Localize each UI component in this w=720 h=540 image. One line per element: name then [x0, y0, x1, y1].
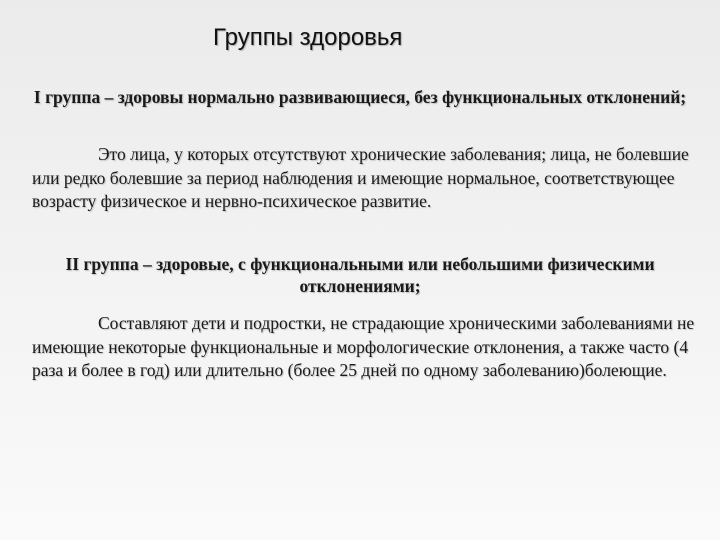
- group-1-heading: I группа – здоровы нормально развивающиеся, без функциональных отклонений;: [33, 87, 687, 107]
- slide-title: Группы здоровья: [213, 24, 403, 51]
- group-2-description: Составляют дети и подростки, не страдающие хроническими заболеваниями не имеющие некоторые функциональные и морфологические отклонения, а также часто (4 раза и более в год) или длительно (более 25 дней по одному заболеванию)болеющие.: [32, 313, 695, 380]
- group-1-description: Это лица, у которых отсутствуют хронические заболевания; лица, не болевшие или редко болевшие за период наблюдения и имеющие нормальное, соответствующее возрасту физическое и нервно-психическое развитие.: [32, 144, 689, 211]
- group-2-heading: II группа – здоровые, с функциональными или небольшими физическими отклонениями;: [65, 254, 655, 296]
